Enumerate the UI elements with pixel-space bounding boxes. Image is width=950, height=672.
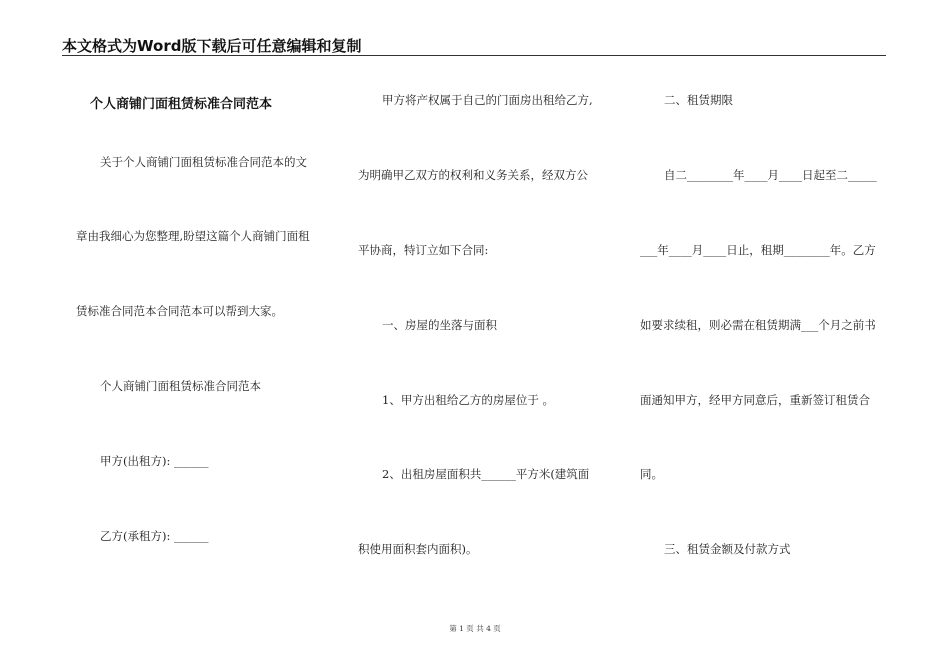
col3-line-3: ___年____月____日止，租期________年。乙方 [640, 243, 876, 257]
col2-line-1: 甲方将产权属于自己的门面房出租给乙方, [382, 93, 593, 107]
intro-line-3: 赁标准合同范本合同范本可以帮到大家。 [76, 304, 283, 318]
col2-line-6: 2、出租房屋面积共______平方米(建筑面 [382, 467, 590, 481]
intro-line-1: 关于个人商铺门面租赁标准合同范本的文 [100, 155, 307, 169]
col2-line-7: 积使用面积套内面积)。 [358, 542, 478, 556]
party-a-line: 甲方(出租方): ______ [100, 454, 209, 468]
col3-line-6: 同。 [640, 467, 663, 481]
col3-line-2: 自二________年____月____日起至二_____ [664, 168, 877, 182]
col3-line-4: 如要求续租，则必需在租赁期满___个月之前书 [640, 318, 876, 332]
section-3-heading: 三、租赁金额及付款方式 [664, 542, 791, 556]
col2-line-2: 为明确甲乙双方的权利和义务关系，经双方公 [358, 168, 588, 182]
col3-line-5: 面通知甲方，经甲方同意后，重新签订租赁合 [640, 393, 870, 407]
section-1-heading: 一、房屋的坐落与面积 [382, 318, 497, 332]
party-b-line: 乙方(承租方): ______ [100, 529, 209, 543]
document-header-title: 本文格式为Word版下载后可任意编辑和复制 [62, 37, 362, 55]
page-number: 第 1 页 共 4 页 [449, 624, 501, 633]
contract-subtitle: 个人商铺门面租赁标准合同范本 [100, 379, 261, 393]
header-divider [62, 55, 886, 56]
intro-line-2: 章由我细心为您整理,盼望这篇个人商铺门面租 [76, 229, 310, 243]
contract-title: 个人商铺门面租赁标准合同范本 [90, 97, 273, 112]
col2-line-3: 平协商，特订立如下合同: [358, 243, 489, 257]
col2-line-5: 1、甲方出租给乙方的房屋位于 。 [382, 393, 554, 407]
section-2-heading: 二、租赁期限 [664, 93, 733, 107]
